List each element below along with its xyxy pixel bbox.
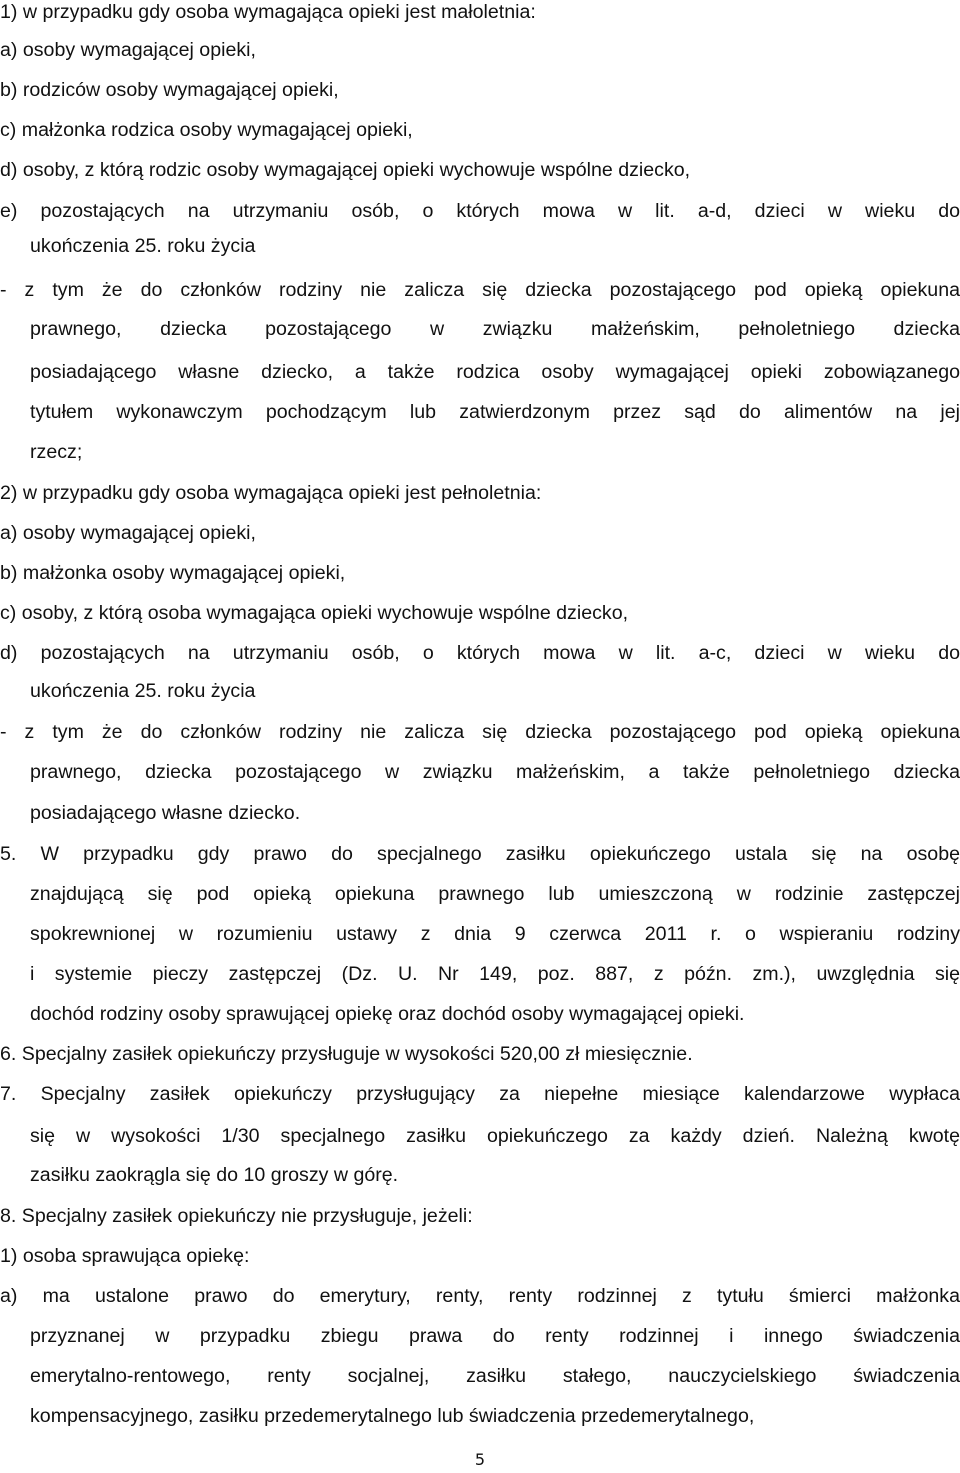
text-line: znajdującą się pod opieką opiekuna prawnego lub umieszczoną w rodzinie zastępczej	[30, 883, 960, 905]
text-line: 1) w przypadku gdy osoba wymagająca opieki jest małoletnia:	[0, 1, 536, 23]
text-line: się w wysokości 1/30 specjalnego zasiłku opiekuńczego za każdy dzień. Należną kwotę	[30, 1125, 960, 1147]
text-line: emerytalno-rentowego, renty socjalnej, zasiłku stałego, nauczycielskiego świadczenia	[30, 1365, 960, 1387]
text-line: 2) w przypadku gdy osoba wymagająca opieki jest pełnoletnia:	[0, 482, 542, 504]
text-line: prawnego, dziecka pozostającego w związku małżeńskim, pełnoletniego dziecka	[30, 318, 960, 340]
text-line: 1) osoba sprawująca opiekę:	[0, 1245, 250, 1267]
text-line: - z tym że do członków rodziny nie zalicza się dziecka pozostającego pod opieką opiekuna	[0, 721, 960, 743]
text-line: a) ma ustalone prawo do emerytury, renty, renty rodzinnej z tytułu śmierci małżonka	[0, 1285, 960, 1307]
text-line: zasiłku zaokrągla się do 10 groszy w górę.	[30, 1164, 399, 1186]
text-line: - z tym że do członków rodziny nie zalicza się dziecka pozostającego pod opieką opiekuna	[0, 279, 960, 301]
text-line: ukończenia 25. roku życia	[30, 680, 256, 702]
text-line: 6. Specjalny zasiłek opiekuńczy przysługuje w wysokości 520,00 zł miesięcznie.	[0, 1043, 693, 1065]
text-line: dochód rodziny osoby sprawującej opiekę oraz dochód osoby wymagającej opieki.	[30, 1003, 745, 1025]
text-line: c) małżonka rodzica osoby wymagającej opieki,	[0, 119, 413, 141]
text-line: b) rodziców osoby wymagającej opieki,	[0, 79, 339, 101]
text-line: przyznanej w przypadku zbiegu prawa do renty rodzinnej i innego świadczenia	[30, 1325, 960, 1347]
text-line: posiadającego własne dziecko, a także rodzica osoby wymagającej opieki zobowiązanego	[30, 361, 960, 383]
text-line: rzecz;	[30, 441, 83, 463]
text-line: 5. W przypadku gdy prawo do specjalnego zasiłku opiekuńczego ustala się na osobę	[0, 843, 960, 865]
text-line: e) pozostających na utrzymaniu osób, o których mowa w lit. a-d, dzieci w wieku do	[0, 200, 960, 222]
text-line: 8. Specjalny zasiłek opiekuńczy nie przysługuje, jeżeli:	[0, 1205, 473, 1227]
text-line: 7. Specjalny zasiłek opiekuńczy przysługujący za niepełne miesiące kalendarzowe wypłaca	[0, 1083, 960, 1105]
text-line: b) małżonka osoby wymagającej opieki,	[0, 562, 346, 584]
text-line: posiadającego własne dziecko.	[30, 802, 301, 824]
text-line: kompensacyjnego, zasiłku przedemerytalnego lub świadczenia przedemerytalnego,	[30, 1405, 755, 1427]
text-line: tytułem wykonawczym pochodzącym lub zatwierdzonym przez sąd do alimentów na jej	[30, 401, 960, 423]
text-line: spokrewnionej w rozumieniu ustawy z dnia 9 czerwca 2011 r. o wspieraniu rodziny	[30, 923, 960, 945]
text-line: a) osoby wymagającej opieki,	[0, 39, 256, 61]
text-line: c) osoby, z którą osoba wymagająca opieki wychowuje wspólne dziecko,	[0, 602, 629, 624]
page-number: 5	[474, 1450, 486, 1469]
text-line: d) pozostających na utrzymaniu osób, o których mowa w lit. a-c, dzieci w wieku do	[0, 642, 960, 664]
text-line: a) osoby wymagającej opieki,	[0, 522, 256, 544]
text-line: i systemie pieczy zastępczej (Dz. U. Nr 149, poz. 887, z późn. zm.), uwzględnia się	[30, 963, 960, 985]
text-line: d) osoby, z którą rodzic osoby wymagającej opieki wychowuje wspólne dziecko,	[0, 159, 691, 181]
text-line: ukończenia 25. roku życia	[30, 235, 256, 257]
text-line: prawnego, dziecka pozostającego w związku małżeńskim, a także pełnoletniego dziecka	[30, 761, 960, 783]
